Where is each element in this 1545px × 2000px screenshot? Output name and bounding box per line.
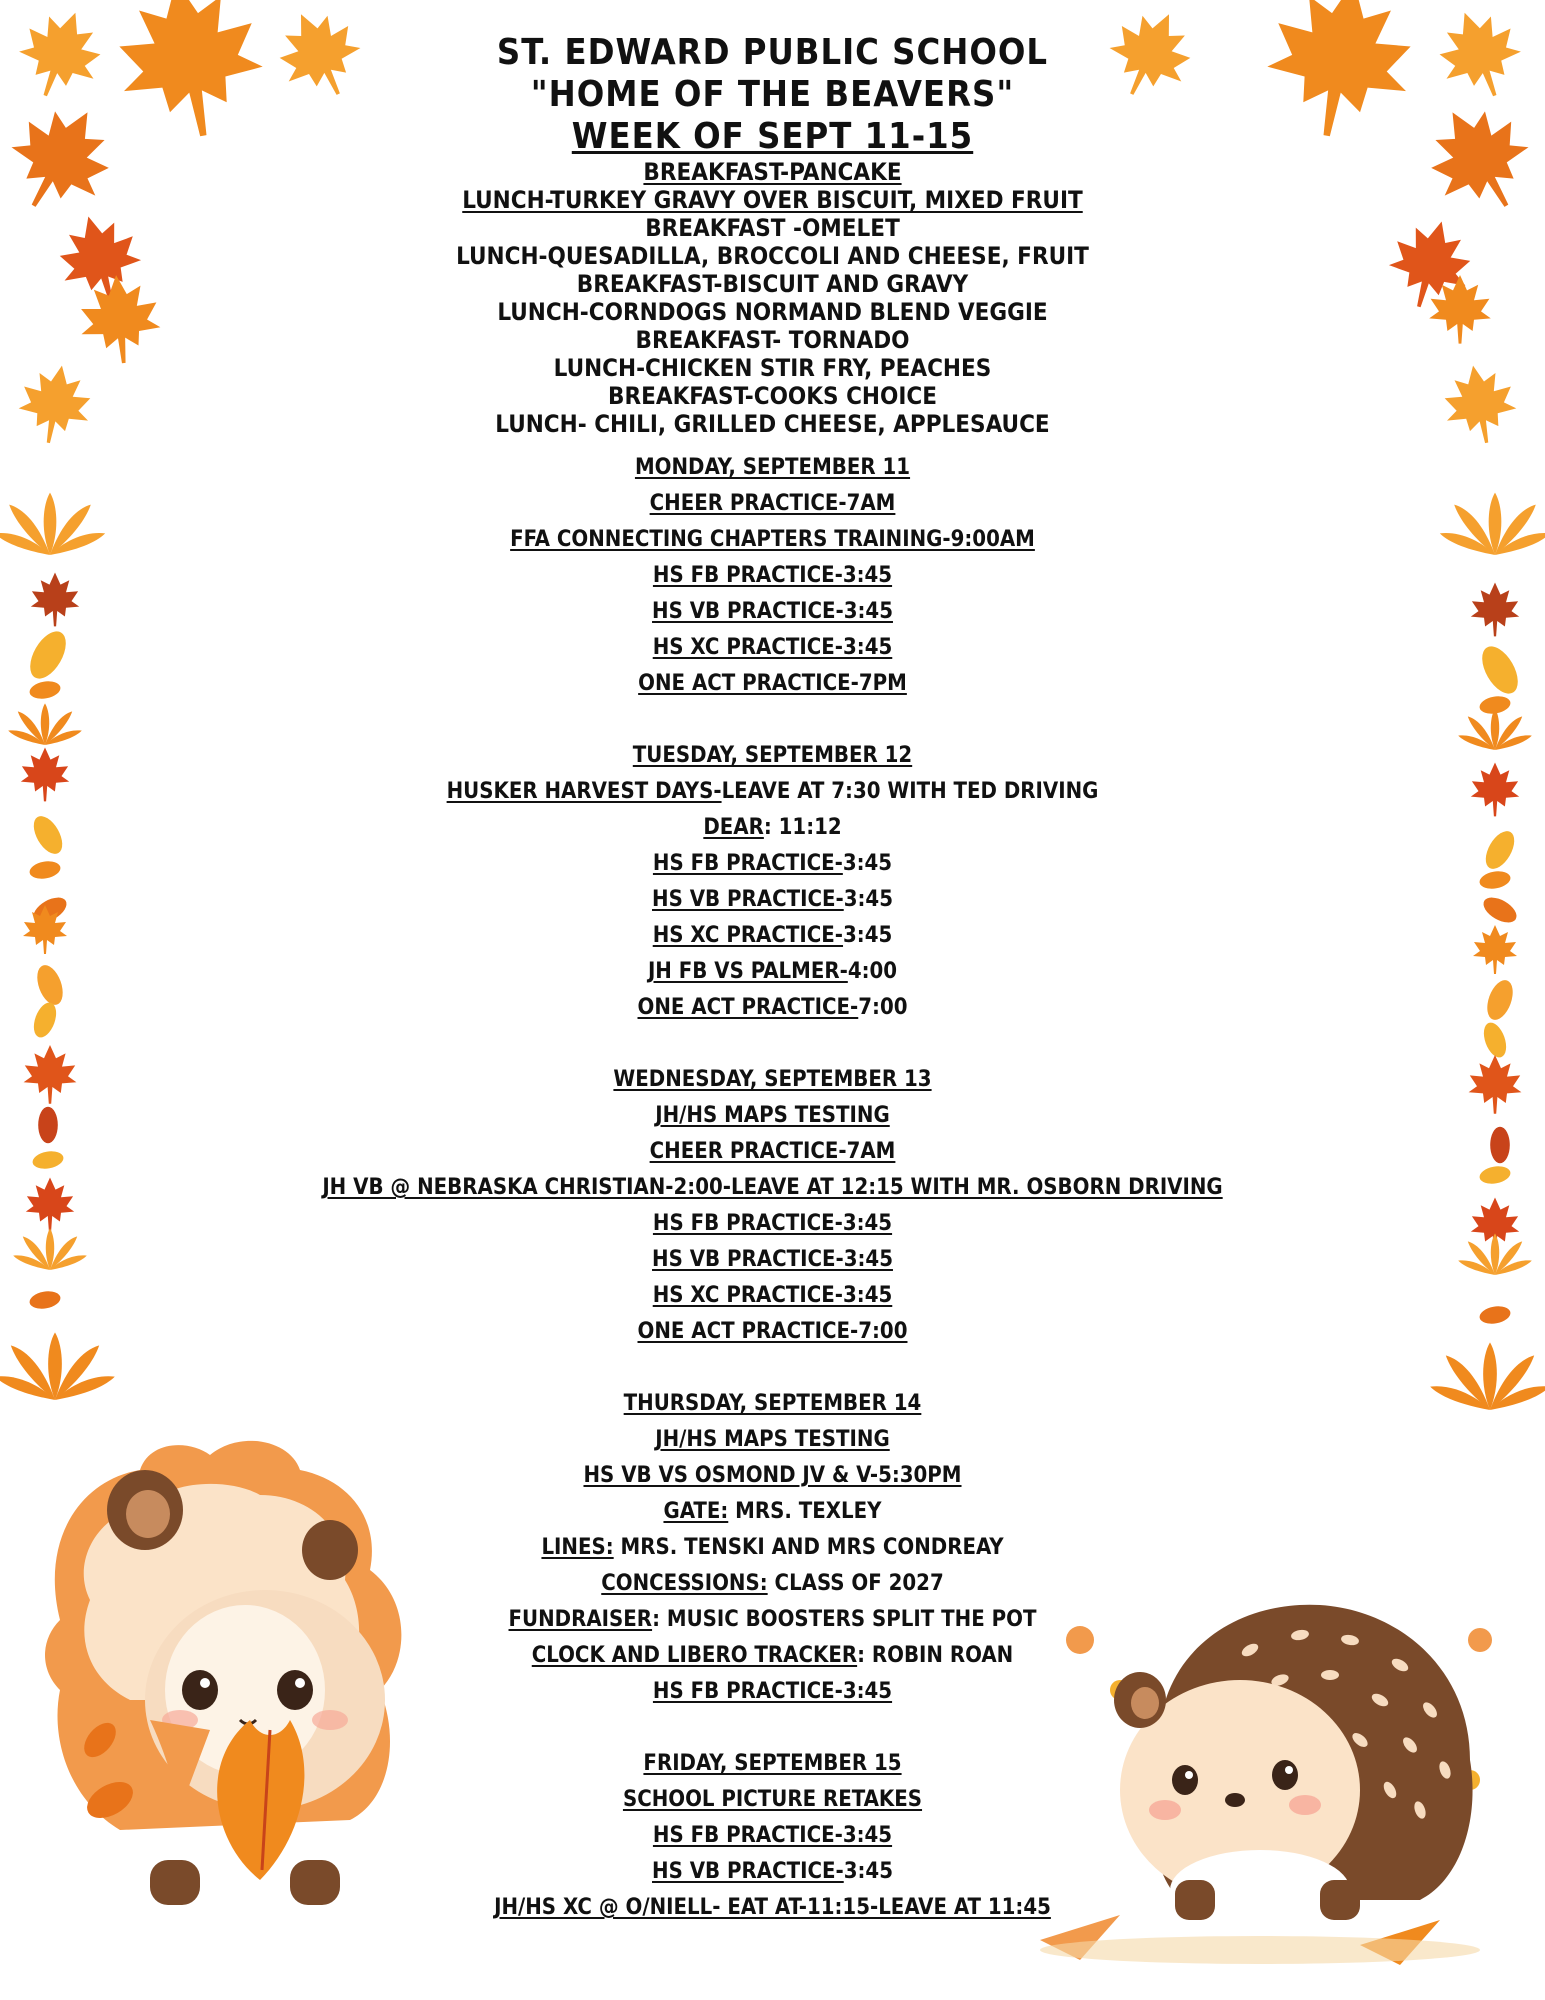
lunch-menu — [300, 158, 1245, 438]
schedule-event — [300, 1422, 1245, 1458]
event-text: : MUSIC BOOSTERS SPLIT THE POT — [652, 1607, 1037, 1632]
event-text: HS XC PRACTICE- — [652, 923, 844, 948]
event-text: HS VB VS OSMOND JV & V-5:30PM — [583, 1463, 962, 1488]
event-text: 3:45 — [843, 887, 893, 912]
event-text: HS VB PRACTICE- — [652, 1859, 844, 1884]
event-text: SCHOOL PICTURE RETAKES — [622, 1787, 923, 1812]
schedule-event — [300, 810, 1245, 846]
schedule-event — [300, 846, 1245, 882]
event-text: 3:45 — [843, 923, 893, 948]
day-heading: FRIDAY, SEPTEMBER 15 — [643, 1751, 902, 1776]
menu-item: BREAKFAST-PANCAKE — [643, 158, 902, 186]
event-text: HS XC PRACTICE-3:45 — [652, 635, 893, 660]
day-block — [300, 1062, 1245, 1350]
schedule-event — [300, 1098, 1245, 1134]
event-text: HS XC PRACTICE-3:45 — [652, 1283, 893, 1308]
event-text: HS VB PRACTICE-3:45 — [652, 1247, 893, 1272]
event-text: FUNDRAISER — [508, 1607, 653, 1632]
event-text: : ROBIN ROAN — [857, 1643, 1014, 1668]
day-heading: TUESDAY, SEPTEMBER 12 — [632, 743, 913, 768]
event-text: ONE ACT PRACTICE-7:00 — [637, 1319, 908, 1344]
menu-item: LUNCH-CORNDOGS NORMAND BLEND VEGGIE — [497, 298, 1048, 326]
schedule-event — [300, 1890, 1245, 1926]
event-text: CLOCK AND LIBERO TRACKER — [531, 1643, 858, 1668]
event-text: JH/HS MAPS TESTING — [655, 1103, 890, 1128]
schedule-event — [300, 666, 1245, 702]
event-text: HS FB PRACTICE-3:45 — [652, 1211, 893, 1236]
event-text: JH/HS MAPS TESTING — [655, 1427, 890, 1452]
event-text: JH/HS XC @ O/NIELL- EAT AT-11:15-LEAVE AT 11:45 — [494, 1895, 1051, 1920]
event-text: HUSKER HARVEST DAYS- — [446, 779, 722, 804]
menu-item: BREAKFAST- TORNADO — [635, 326, 910, 354]
schedule-event — [300, 1674, 1245, 1710]
event-text: CONCESSIONS: — [601, 1571, 768, 1596]
schedule-event — [300, 1242, 1245, 1278]
day-block — [300, 450, 1245, 702]
event-text: : 11:12 — [763, 815, 842, 840]
schedule-event — [300, 990, 1245, 1026]
event-text: CHEER PRACTICE-7AM — [649, 491, 896, 516]
schedule-event — [300, 594, 1245, 630]
event-text: HS FB PRACTICE-3:45 — [652, 1679, 893, 1704]
event-text: HS FB PRACTICE-3:45 — [652, 563, 893, 588]
event-text: GATE: — [663, 1499, 729, 1524]
weekly-schedule — [300, 450, 1245, 1926]
school-name: ST. EDWARD PUBLIC SCHOOL — [496, 32, 1049, 73]
schedule-event — [300, 1854, 1245, 1890]
menu-item: LUNCH- CHILI, GRILLED CHEESE, APPLESAUCE — [495, 410, 1050, 438]
menu-item: LUNCH-CHICKEN STIR FRY, PEACHES — [553, 354, 992, 382]
schedule-event — [300, 1458, 1245, 1494]
event-text: MRS. TEXLEY — [728, 1499, 882, 1524]
schedule-event — [300, 1494, 1245, 1530]
event-text: JH VB @ NEBRASKA CHRISTIAN-2:00-LEAVE AT 12:15 WITH MR. OSBORN DRIVING — [322, 1175, 1223, 1200]
schedule-event — [300, 1530, 1245, 1566]
schedule-event — [300, 486, 1245, 522]
schedule-event — [300, 1206, 1245, 1242]
schedule-event — [300, 1134, 1245, 1170]
schedule-event — [300, 882, 1245, 918]
schedule-event — [300, 954, 1245, 990]
event-text: FFA CONNECTING CHAPTERS TRAINING-9:00AM — [510, 527, 1035, 552]
school-motto: "HOME OF THE BEAVERS" — [530, 74, 1015, 115]
event-text: HS VB PRACTICE-3:45 — [652, 599, 893, 624]
day-heading: THURSDAY, SEPTEMBER 14 — [623, 1391, 922, 1416]
day-block — [300, 1746, 1245, 1926]
event-text: 3:45 — [843, 1859, 893, 1884]
schedule-event — [300, 1638, 1245, 1674]
day-heading: MONDAY, SEPTEMBER 11 — [634, 455, 911, 480]
schedule-event — [300, 1278, 1245, 1314]
schedule-event — [300, 918, 1245, 954]
schedule-event — [300, 1782, 1245, 1818]
schedule-event — [300, 630, 1245, 666]
week-title: WEEK OF SEPT 11-15 — [571, 116, 974, 157]
event-text: CLASS OF 2027 — [767, 1571, 944, 1596]
menu-item: BREAKFAST -OMELET — [645, 214, 900, 242]
event-text: HS FB PRACTICE- — [652, 851, 843, 876]
menu-item: BREAKFAST-COOKS CHOICE — [608, 382, 937, 410]
event-text: LINES: — [541, 1535, 614, 1560]
schedule-event — [300, 1170, 1245, 1206]
event-text: 4:00 — [847, 959, 898, 984]
event-text: CHEER PRACTICE-7AM — [649, 1139, 896, 1164]
day-heading: WEDNESDAY, SEPTEMBER 13 — [613, 1067, 932, 1092]
event-text: LEAVE AT 7:30 WITH TED DRIVING — [721, 779, 1099, 804]
leaf-column-left — [0, 493, 115, 1400]
schedule-event — [300, 1602, 1245, 1638]
day-block — [300, 1386, 1245, 1710]
menu-item: LUNCH-TURKEY GRAVY OVER BISCUIT, MIXED FRUIT — [462, 186, 1083, 214]
day-block — [300, 738, 1245, 1026]
schedule-event — [300, 774, 1245, 810]
event-text: 7:00 — [858, 995, 908, 1020]
schedule-event — [300, 1818, 1245, 1854]
event-text: ONE ACT PRACTICE-7PM — [638, 671, 907, 696]
menu-item: LUNCH-QUESADILLA, BROCCOLI AND CHEESE, FRUIT — [456, 242, 1089, 270]
schedule-event — [300, 522, 1245, 558]
event-text: MRS. TENSKI AND MRS CONDREAY — [613, 1535, 1004, 1560]
menu-item: BREAKFAST-BISCUIT AND GRAVY — [576, 270, 969, 298]
header — [300, 32, 1245, 158]
event-text: HS FB PRACTICE-3:45 — [652, 1823, 893, 1848]
bulletin-content — [300, 32, 1245, 1962]
schedule-event — [300, 558, 1245, 594]
event-text: DEAR — [703, 815, 764, 840]
event-text: ONE ACT PRACTICE- — [637, 995, 859, 1020]
schedule-event — [300, 1314, 1245, 1350]
event-text: 3:45 — [842, 851, 893, 876]
event-text: HS VB PRACTICE- — [652, 887, 844, 912]
schedule-event — [300, 1566, 1245, 1602]
event-text: JH FB VS PALMER- — [647, 959, 848, 984]
leaf-column-right — [1430, 493, 1545, 1410]
